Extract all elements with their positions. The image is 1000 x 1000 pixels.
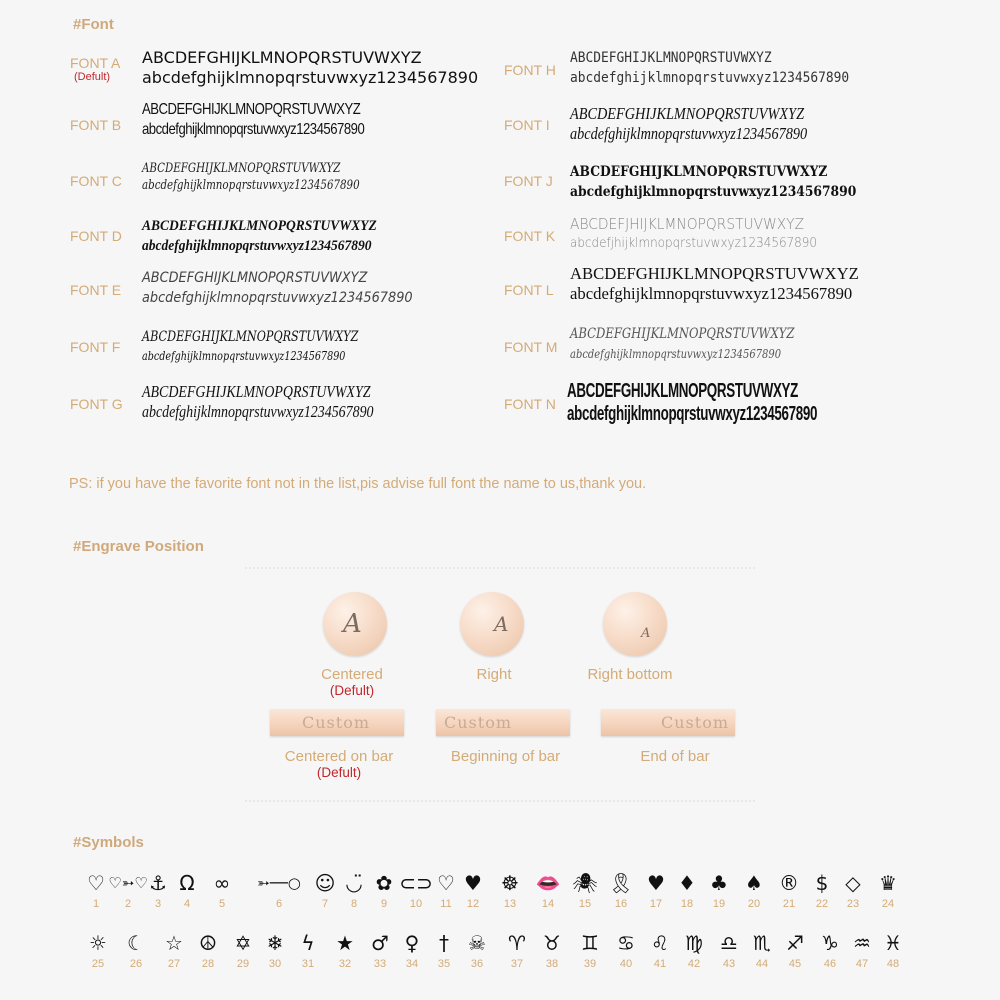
symbol-number: 20 bbox=[747, 898, 761, 910]
font-b-lower: abcdefghijklmnopqrstuvwxyz1234567890 bbox=[142, 121, 365, 138]
position-centered-default: (Defult) bbox=[329, 683, 375, 698]
smile-icon: ◡̈ bbox=[345, 871, 363, 895]
scorpio-icon: ♏ bbox=[753, 931, 771, 955]
symbol-number: 48 bbox=[886, 958, 900, 970]
heart-outline-icon: ♡ bbox=[87, 871, 105, 895]
symbol-item bbox=[812, 930, 848, 970]
bar-centered bbox=[270, 709, 404, 736]
font-k-label: FONT K bbox=[504, 228, 556, 244]
symbol-item bbox=[362, 930, 398, 970]
symbol-item bbox=[190, 930, 226, 970]
pisces-icon: ♓ bbox=[884, 931, 902, 955]
symbol-item bbox=[608, 930, 644, 970]
font-c-label: FONT C bbox=[70, 173, 122, 189]
symbol-number: 13 bbox=[503, 898, 517, 910]
disc-centered bbox=[323, 592, 387, 656]
lightning-icon: ϟ bbox=[301, 931, 315, 955]
font-c-lower: abcdefghijklmnopqrstuvwxyz1234567890 bbox=[142, 178, 360, 193]
symbol-number: 14 bbox=[541, 898, 555, 910]
font-n-upper: ABCDEFGHIJKLMNOPQRSTUVWXYZ bbox=[567, 380, 799, 402]
leo-icon: ♌ bbox=[651, 931, 669, 955]
aquarius-icon: ♒ bbox=[853, 931, 871, 955]
symbol-number: 43 bbox=[722, 958, 736, 970]
symbol-item bbox=[711, 930, 747, 970]
symbol-number: 17 bbox=[649, 898, 663, 910]
font-l-lower: abcdefghijklmnopqrstuvwxyz1234567890 bbox=[570, 284, 853, 303]
symbol-number: 23 bbox=[846, 898, 860, 910]
symbol-number: 1 bbox=[92, 898, 100, 910]
diamond-suit-icon: ♦ bbox=[678, 871, 696, 895]
font-i-upper: ABCDEFGHIJKLMNOPQRSTUVWXYZ bbox=[570, 104, 805, 123]
symbol-number: 27 bbox=[167, 958, 181, 970]
bar-end-label: End of bar bbox=[640, 748, 710, 765]
symbol-item bbox=[744, 930, 780, 970]
font-n-sample bbox=[567, 380, 817, 426]
disc-right-bottom-letter: A bbox=[641, 626, 651, 641]
font-e-label: FONT E bbox=[70, 282, 122, 298]
position-centered-text: Centered bbox=[321, 666, 383, 683]
font-f-sample bbox=[142, 328, 358, 366]
font-n-label: FONT N bbox=[504, 396, 556, 412]
symbol-item bbox=[118, 930, 154, 970]
symbol-number: 32 bbox=[338, 958, 352, 970]
heart-filled-icon: ♥ bbox=[464, 871, 482, 895]
symbol-number: 24 bbox=[881, 898, 895, 910]
symbol-item bbox=[567, 870, 603, 910]
horseshoe-icon: Ω bbox=[179, 871, 195, 895]
smiley-icon: ☺ bbox=[314, 871, 336, 895]
disc-right-letter: A bbox=[494, 612, 509, 636]
font-h-sample bbox=[570, 48, 849, 88]
font-k-sample bbox=[570, 214, 817, 254]
font-f-upper: ABCDEFGHIJKLMNOPQRSTUVWXYZ bbox=[142, 329, 359, 345]
font-a-label bbox=[70, 55, 142, 83]
bar-centered-label-text: Centered on bar bbox=[284, 748, 394, 765]
symbol-number: 47 bbox=[855, 958, 869, 970]
peace-icon: ☮ bbox=[199, 931, 217, 955]
bar-beginning bbox=[436, 709, 570, 736]
font-h-lower: abcdefghijklmnopqrstuvwxyz1234567890 bbox=[570, 70, 850, 86]
font-a-upper: ABCDEFGHIJKLMNOPQRSTUVWXYZ bbox=[142, 48, 422, 67]
symbol-number: 26 bbox=[129, 958, 143, 970]
bar-end bbox=[601, 709, 735, 736]
divider-top bbox=[245, 567, 755, 569]
symbol-number: 10 bbox=[409, 898, 423, 910]
registered-icon: ® bbox=[779, 871, 799, 895]
taurus-icon: ♉ bbox=[543, 931, 561, 955]
position-right-label: Right bbox=[476, 666, 512, 683]
lips-icon: 👄 bbox=[535, 871, 561, 895]
symbol-item bbox=[459, 930, 495, 970]
font-l-sample bbox=[570, 264, 859, 304]
font-request-note: PS: if you have the favorite font not in the list,pis advise full font the name to us,thank you. bbox=[69, 476, 647, 492]
symbol-number: 36 bbox=[470, 958, 484, 970]
symbol-number: 41 bbox=[653, 958, 667, 970]
cancer-icon: ♋ bbox=[617, 931, 635, 955]
symbol-item bbox=[676, 930, 712, 970]
paw-icon: ✿ bbox=[375, 871, 393, 895]
symbol-item bbox=[534, 930, 570, 970]
symbol-item bbox=[394, 930, 430, 970]
virgo-icon: ♍ bbox=[685, 931, 703, 955]
symbol-number: 25 bbox=[91, 958, 105, 970]
libra-icon: ♎ bbox=[720, 931, 738, 955]
font-e-sample bbox=[142, 268, 413, 308]
symbol-item bbox=[156, 930, 192, 970]
font-section-title: #Font bbox=[73, 16, 114, 33]
star-of-david-icon: ✡ bbox=[234, 931, 252, 955]
symbol-number: 40 bbox=[619, 958, 633, 970]
symbol-item bbox=[499, 930, 535, 970]
disc-right-bottom bbox=[603, 592, 667, 656]
anchor-icon: ⚓ bbox=[149, 871, 167, 895]
font-m-upper: ABCDEFGHIJKLMNOPQRSTUVWXYZ bbox=[570, 326, 795, 342]
font-m-lower: abcdefghijklmnopqrstuvwxyz1234567890 bbox=[570, 347, 782, 361]
symbol-number: 15 bbox=[578, 898, 592, 910]
disc-centered-letter: A bbox=[343, 609, 362, 639]
disc-right bbox=[460, 592, 524, 656]
symbol-item bbox=[327, 930, 363, 970]
symbol-item bbox=[875, 930, 911, 970]
symbol-number: 3 bbox=[154, 898, 162, 910]
symbol-number: 39 bbox=[583, 958, 597, 970]
symbol-item bbox=[366, 870, 402, 910]
heart-suit-icon: ♥ bbox=[647, 871, 665, 895]
symbol-item bbox=[572, 930, 608, 970]
font-b-sample bbox=[142, 100, 364, 140]
snowflake-icon: ❄ bbox=[266, 931, 284, 955]
divider-bottom bbox=[245, 800, 755, 802]
font-g-upper: ABCDEFGHIJKLMNOPQRSTUVWXYZ bbox=[142, 382, 371, 401]
symbol-item bbox=[835, 870, 871, 910]
capricorn-icon: ♑ bbox=[821, 931, 839, 955]
font-m-sample bbox=[570, 324, 795, 364]
font-g-sample bbox=[142, 382, 374, 422]
symbols-section-title: #Symbols bbox=[73, 834, 144, 851]
moon-icon: ☾ bbox=[127, 931, 145, 955]
infinity-icon: ∞ bbox=[213, 871, 231, 895]
symbol-number: 35 bbox=[437, 958, 451, 970]
font-a-sample bbox=[142, 48, 478, 88]
symbol-item bbox=[642, 930, 678, 970]
symbol-number: 31 bbox=[301, 958, 315, 970]
symbol-number: 11 bbox=[440, 898, 452, 910]
symbol-number: 4 bbox=[183, 898, 191, 910]
symbol-number: 29 bbox=[236, 958, 250, 970]
club-suit-icon: ♣ bbox=[710, 871, 728, 895]
font-l-upper: ABCDEFGHIJKLMNOPQRSTUVWXYZ bbox=[570, 264, 859, 283]
font-b-upper: ABCDEFGHIJKLMNOPQRSTUVWXYZ bbox=[142, 101, 361, 118]
spider-icon: 🕷 bbox=[572, 871, 598, 895]
font-a-lower: abcdefghijklmnopqrstuvwxyz1234567890 bbox=[142, 68, 479, 87]
bar-beginning-label: Beginning of bar bbox=[450, 748, 561, 765]
symbol-number: 19 bbox=[712, 898, 726, 910]
symbol-number: 45 bbox=[788, 958, 802, 970]
font-h-label: FONT H bbox=[504, 62, 556, 78]
symbol-item bbox=[225, 930, 261, 970]
spade-suit-icon: ♠ bbox=[745, 871, 763, 895]
symbol-number: 8 bbox=[350, 898, 358, 910]
symbol-item bbox=[736, 870, 772, 910]
font-d-lower: abcdefghijklmnopqrstuvwxyz1234567890 bbox=[142, 238, 372, 254]
symbol-item bbox=[290, 930, 326, 970]
symbol-number: 38 bbox=[545, 958, 559, 970]
engrave-section-title: #Engrave Position bbox=[73, 538, 204, 555]
symbol-number: 46 bbox=[823, 958, 837, 970]
symbol-number: 7 bbox=[321, 898, 329, 910]
sagittarius-icon: ♐ bbox=[786, 931, 804, 955]
symbol-item bbox=[603, 870, 639, 910]
symbol-item bbox=[169, 870, 205, 910]
female-icon: ♀ bbox=[404, 931, 420, 955]
font-e-upper: ABCDEFGHIJKLMNOPQRSTUVWXYZ bbox=[142, 270, 368, 286]
bar-beginning-text: Custom bbox=[444, 713, 512, 732]
symbol-number: 16 bbox=[614, 898, 628, 910]
symbol-item bbox=[701, 870, 737, 910]
font-a-default-note: (Defult) bbox=[74, 71, 111, 83]
font-l-label: FONT L bbox=[504, 282, 554, 298]
font-j-lower: abcdefghijklmnopqrstuvwxyz1234567890 bbox=[570, 184, 857, 200]
arrow-icon: ➳──○ bbox=[257, 874, 301, 892]
crown-icon: ♛ bbox=[879, 871, 897, 895]
font-c-upper: ABCDEFGHIJKLMNOPQRSTUVWXYZ bbox=[142, 161, 341, 176]
male-icon: ♂ bbox=[371, 931, 389, 955]
font-c-sample bbox=[142, 160, 360, 194]
symbol-number: 5 bbox=[218, 898, 226, 910]
sun-icon: ☼ bbox=[89, 931, 107, 955]
symbol-item bbox=[771, 870, 807, 910]
symbol-item bbox=[204, 870, 240, 910]
symbol-item bbox=[80, 930, 116, 970]
heart-thin-icon: ♡ bbox=[437, 871, 455, 895]
font-e-lower: abcdefghijklmnopqrstuvwxyz1234567890 bbox=[142, 290, 413, 306]
symbol-number: 30 bbox=[268, 958, 282, 970]
bar-centered-text: Custom bbox=[302, 713, 370, 732]
symbol-number: 37 bbox=[510, 958, 524, 970]
symbol-item bbox=[257, 930, 293, 970]
font-h-upper: ABCDEFGHIJKLMNOPQRSTUVWXYZ bbox=[570, 50, 772, 66]
symbol-item bbox=[244, 870, 314, 910]
font-f-label: FONT F bbox=[70, 339, 121, 355]
font-g-label: FONT G bbox=[70, 396, 123, 412]
bar-centered-label bbox=[264, 748, 414, 780]
symbol-item bbox=[492, 870, 528, 910]
font-g-lower: abcdefghijklmnopqrstuvwxyz1234567890 bbox=[142, 402, 374, 421]
font-j-sample bbox=[570, 162, 856, 202]
font-m-label: FONT M bbox=[504, 339, 558, 355]
bar-centered-default: (Defult) bbox=[316, 765, 362, 780]
star-outline-icon: ☆ bbox=[165, 931, 183, 955]
font-f-lower: abcdefghijklmnopqrstuvwxyz1234567890 bbox=[142, 349, 346, 363]
bone-icon: ⊂⊃ bbox=[399, 871, 433, 895]
font-n-lower: abcdefghijklmnopqrstuvwxyz1234567890 bbox=[567, 403, 818, 425]
dollar-icon: $ bbox=[815, 871, 829, 895]
star-filled-icon: ★ bbox=[336, 931, 354, 955]
font-d-label: FONT D bbox=[70, 228, 122, 244]
bar-end-text: Custom bbox=[661, 713, 729, 732]
symbol-number: 6 bbox=[275, 898, 283, 910]
font-i-sample bbox=[570, 104, 807, 144]
symbol-item bbox=[455, 870, 491, 910]
font-k-lower: abcdefjhijklmnopqrstuvwxyz1234567890 bbox=[570, 236, 817, 251]
cross-icon: † bbox=[439, 931, 449, 955]
symbol-item bbox=[669, 870, 705, 910]
symbol-number: 33 bbox=[373, 958, 387, 970]
font-b-label: FONT B bbox=[70, 117, 122, 133]
gemini-icon: ♊ bbox=[581, 931, 599, 955]
symbol-number: 21 bbox=[782, 898, 796, 910]
font-k-upper: ABCDEFJHIJKLMNOPQRSTUVWXYZ bbox=[570, 215, 805, 233]
symbol-number: 2 bbox=[124, 898, 132, 910]
symbol-number: 9 bbox=[380, 898, 388, 910]
symbol-number: 34 bbox=[405, 958, 419, 970]
symbol-item bbox=[426, 930, 462, 970]
font-d-sample bbox=[142, 216, 377, 256]
font-i-lower: abcdefghijklmnopqrstuvwxyz1234567890 bbox=[570, 124, 808, 143]
symbol-number: 42 bbox=[687, 958, 701, 970]
symbol-number: 28 bbox=[201, 958, 215, 970]
position-right-bottom-label: Right bottom bbox=[587, 666, 673, 683]
symbol-number: 44 bbox=[755, 958, 769, 970]
symbol-item bbox=[870, 870, 906, 910]
font-a-name: FONT A bbox=[70, 55, 121, 71]
symbol-item bbox=[777, 930, 813, 970]
heart-arrow-icon: ♡➳♡ bbox=[108, 874, 148, 892]
ship-wheel-icon: ☸ bbox=[501, 871, 519, 895]
symbol-number: 22 bbox=[815, 898, 829, 910]
symbol-item bbox=[530, 870, 566, 910]
ribbon-icon: 🎗 bbox=[608, 871, 634, 895]
skull-icon: ☠ bbox=[468, 931, 486, 955]
gem-icon: ◇ bbox=[845, 871, 861, 895]
font-j-upper: ABCDEFGHIJKLMNOPQRSTUVWXYZ bbox=[570, 164, 828, 180]
position-centered-label bbox=[292, 666, 412, 698]
font-d-upper: ABCDEFGHIJKLMNOPQRSTUVWXYZ bbox=[142, 218, 377, 234]
aries-icon: ♈ bbox=[508, 931, 526, 955]
font-i-label: FONT I bbox=[504, 117, 550, 133]
symbol-number: 18 bbox=[680, 898, 694, 910]
symbol-number: 12 bbox=[466, 898, 480, 910]
font-j-label: FONT J bbox=[504, 173, 553, 189]
